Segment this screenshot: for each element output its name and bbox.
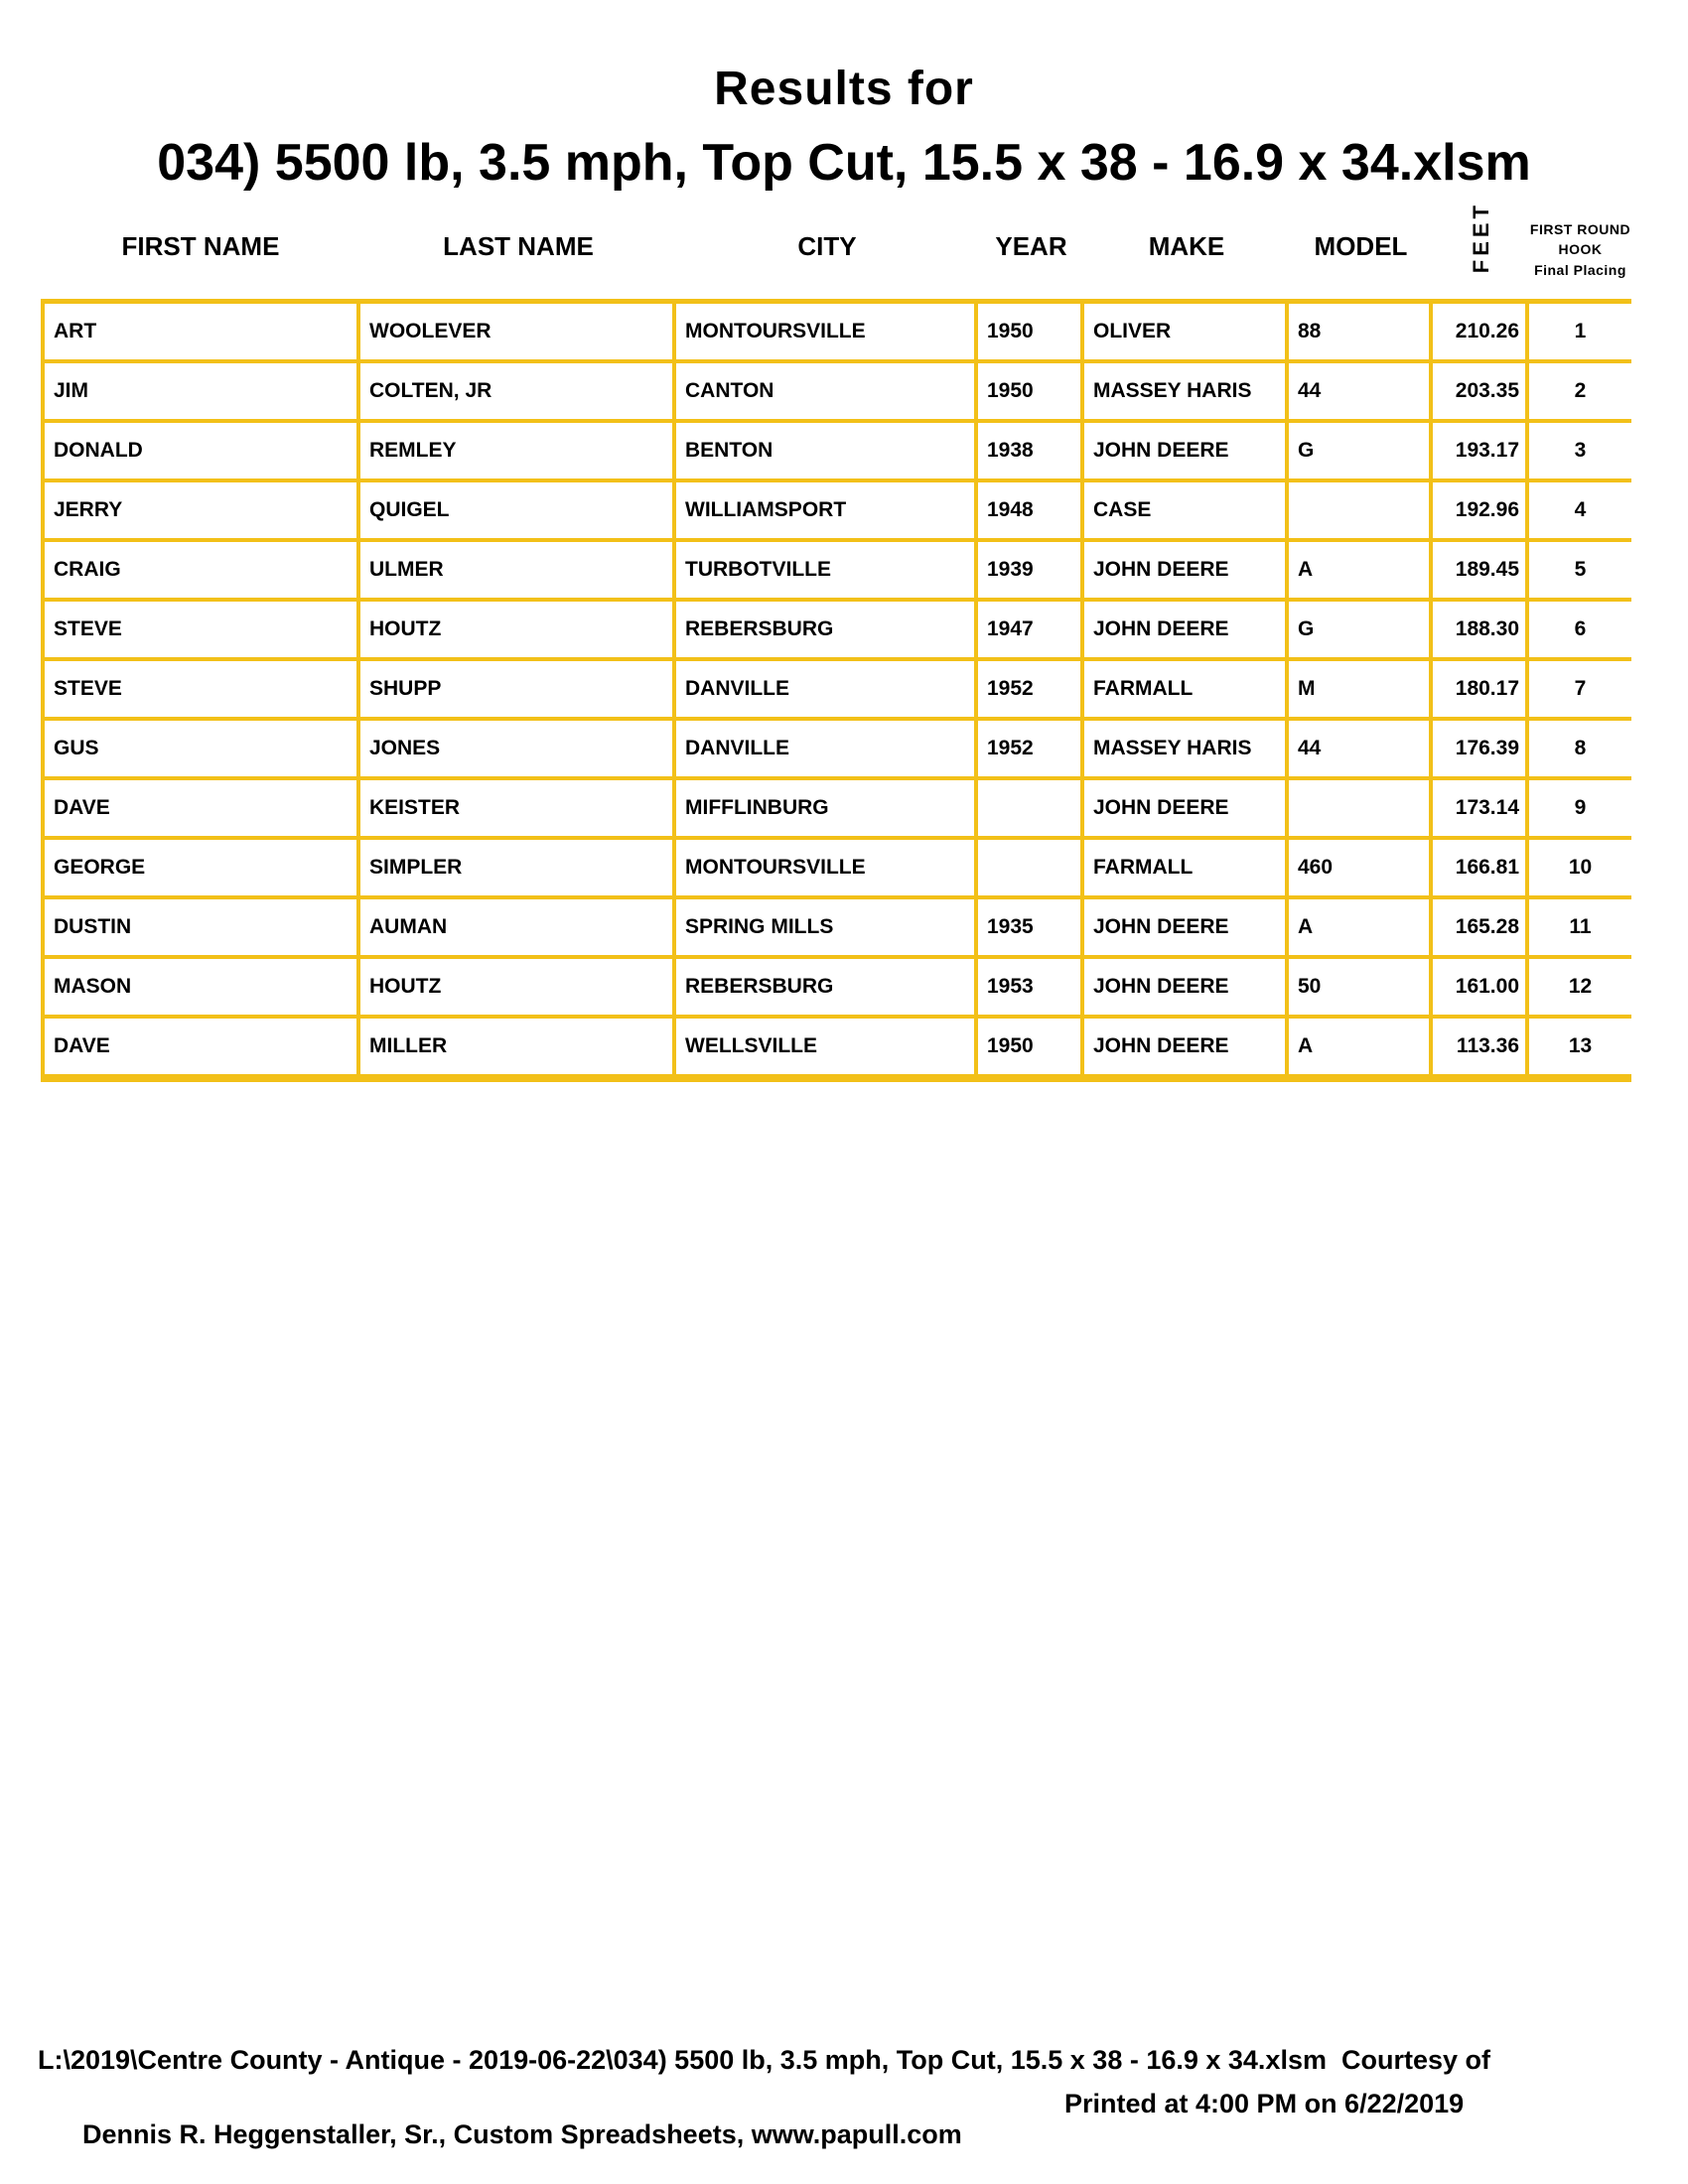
cell-year: 1950 [978, 363, 1084, 423]
header-model: MODEL [1314, 231, 1408, 261]
cell-model: G [1289, 423, 1433, 482]
cell-make: CASE [1084, 482, 1289, 542]
page-subtitle: 034) 5500 lb, 3.5 mph, Top Cut, 15.5 x 38 - 16.9 x 34.xlsm [157, 134, 1531, 192]
cell-year: 1950 [978, 1019, 1084, 1082]
footer-line2 [38, 2089, 1656, 2184]
cell-make: JOHN DEERE [1084, 899, 1289, 959]
cell-final-placing: 10 [1529, 840, 1631, 899]
cell-final-placing: 4 [1529, 482, 1631, 542]
cell-first-name: DAVE [41, 780, 360, 840]
header-city: CITY [797, 231, 857, 261]
cell-final-placing: 5 [1529, 542, 1631, 602]
footer-file-path: L:\2019\Centre County - Antique - 2019-06-22\034) 5500 lb, 3.5 mph, Top Cut, 15.5 x 38 - 16.9 x 34.xlsm Courtesy of [38, 2045, 1490, 2075]
table-row [41, 721, 1631, 780]
cell-make: JOHN DEERE [1084, 780, 1289, 840]
cell-final-placing: 7 [1529, 661, 1631, 721]
cell-final-placing: 6 [1529, 602, 1631, 661]
cell-year: 1947 [978, 602, 1084, 661]
cell-feet: 180.17 [1433, 661, 1529, 721]
cell-year: 1952 [978, 721, 1084, 780]
cell-first-name: STEVE [41, 661, 360, 721]
cell-last-name: REMLEY [360, 423, 676, 482]
cell-feet: 210.26 [1433, 299, 1529, 363]
cell-feet: 161.00 [1433, 959, 1529, 1019]
header-final-placing [1529, 219, 1631, 304]
cell-model: 88 [1289, 299, 1433, 363]
cell-make: JOHN DEERE [1084, 1019, 1289, 1082]
table-row [41, 840, 1631, 899]
cell-make: FARMALL [1084, 661, 1289, 721]
table-row [41, 899, 1631, 959]
cell-model: 44 [1289, 721, 1433, 780]
table-row [41, 299, 1631, 363]
cell-last-name: MILLER [360, 1019, 676, 1082]
cell-year: 1952 [978, 661, 1084, 721]
cell-final-placing: 9 [1529, 780, 1631, 840]
cell-last-name: JONES [360, 721, 676, 780]
table-row [41, 780, 1631, 840]
cell-first-name: JERRY [41, 482, 360, 542]
cell-last-name: WOOLEVER [360, 299, 676, 363]
table-row [41, 423, 1631, 482]
cell-city: MONTOURSVILLE [676, 840, 978, 899]
cell-feet: 165.28 [1433, 899, 1529, 959]
cell-model [1289, 482, 1433, 542]
cell-make: JOHN DEERE [1084, 542, 1289, 602]
cell-city: REBERSBURG [676, 602, 978, 661]
cell-city: MIFFLINBURG [676, 780, 978, 840]
cell-last-name: AUMAN [360, 899, 676, 959]
cell-first-name: GEORGE [41, 840, 360, 899]
cell-first-name: ART [41, 299, 360, 363]
cell-make: JOHN DEERE [1084, 423, 1289, 482]
cell-model: 50 [1289, 959, 1433, 1019]
cell-city: BENTON [676, 423, 978, 482]
cell-last-name: HOUTZ [360, 602, 676, 661]
cell-first-name: MASON [41, 959, 360, 1019]
table-row [41, 661, 1631, 721]
cell-make: MASSEY HARIS [1084, 721, 1289, 780]
cell-last-name: KEISTER [360, 780, 676, 840]
header-hook-line3: Final Placing [1534, 261, 1626, 278]
cell-first-name: DONALD [41, 423, 360, 482]
cell-model: 44 [1289, 363, 1433, 423]
cell-make: OLIVER [1084, 299, 1289, 363]
cell-final-placing: 12 [1529, 959, 1631, 1019]
table-row [41, 959, 1631, 1019]
results-table [41, 299, 1631, 1082]
cell-first-name: GUS [41, 721, 360, 780]
header-first-name: FIRST NAME [121, 231, 280, 261]
footer [38, 2045, 1656, 2184]
cell-feet: 192.96 [1433, 482, 1529, 542]
cell-model: M [1289, 661, 1433, 721]
table-row [41, 363, 1631, 423]
page-title: Results for [714, 63, 974, 115]
cell-first-name: CRAIG [41, 542, 360, 602]
cell-feet: 193.17 [1433, 423, 1529, 482]
cell-feet: 176.39 [1433, 721, 1529, 780]
table-row [41, 482, 1631, 542]
cell-last-name: QUIGEL [360, 482, 676, 542]
header-last-name: LAST NAME [443, 231, 594, 261]
table-row [41, 1019, 1631, 1082]
header-hook-line1: FIRST ROUND [1529, 221, 1631, 238]
cell-make: MASSEY HARIS [1084, 363, 1289, 423]
cell-feet: 188.30 [1433, 602, 1529, 661]
cell-final-placing: 13 [1529, 1019, 1631, 1082]
cell-last-name: SIMPLER [360, 840, 676, 899]
cell-make: FARMALL [1084, 840, 1289, 899]
cell-city: REBERSBURG [676, 959, 978, 1019]
cell-year [978, 840, 1084, 899]
cell-year: 1950 [978, 299, 1084, 363]
results-tbody [41, 299, 1631, 1082]
cell-city: WILLIAMSPORT [676, 482, 978, 542]
header-feet [1433, 202, 1529, 304]
cell-city: WELLSVILLE [676, 1019, 978, 1082]
cell-last-name: SHUPP [360, 661, 676, 721]
cell-year: 1953 [978, 959, 1084, 1019]
cell-year: 1939 [978, 542, 1084, 602]
cell-city: TURBOTVILLE [676, 542, 978, 602]
cell-city: MONTOURSVILLE [676, 299, 978, 363]
cell-last-name: ULMER [360, 542, 676, 602]
table-row [41, 542, 1631, 602]
cell-final-placing: 1 [1529, 299, 1631, 363]
table-header-row [41, 139, 1631, 304]
footer-printed-at: Printed at 4:00 PM on 6/22/2019 [1064, 2089, 1465, 2118]
cell-year: 1938 [978, 423, 1084, 482]
cell-model: G [1289, 602, 1433, 661]
header-hook-line2: HOOK [1558, 241, 1603, 258]
header-feet-label: FEET [1468, 201, 1493, 273]
cell-final-placing: 8 [1529, 721, 1631, 780]
cell-model [1289, 780, 1433, 840]
cell-model: A [1289, 542, 1433, 602]
cell-first-name: DUSTIN [41, 899, 360, 959]
cell-year: 1948 [978, 482, 1084, 542]
cell-year [978, 780, 1084, 840]
cell-first-name: DAVE [41, 1019, 360, 1082]
cell-model: A [1289, 1019, 1433, 1082]
cell-make: JOHN DEERE [1084, 959, 1289, 1019]
cell-first-name: STEVE [41, 602, 360, 661]
cell-first-name: JIM [41, 363, 360, 423]
cell-model: 460 [1289, 840, 1433, 899]
cell-last-name: HOUTZ [360, 959, 676, 1019]
cell-feet: 113.36 [1433, 1019, 1529, 1082]
cell-final-placing: 3 [1529, 423, 1631, 482]
cell-make: JOHN DEERE [1084, 602, 1289, 661]
table-row [41, 602, 1631, 661]
cell-feet: 203.35 [1433, 363, 1529, 423]
cell-feet: 173.14 [1433, 780, 1529, 840]
cell-city: SPRING MILLS [676, 899, 978, 959]
cell-final-placing: 2 [1529, 363, 1631, 423]
cell-city: CANTON [676, 363, 978, 423]
cell-final-placing: 11 [1529, 899, 1631, 959]
cell-feet: 166.81 [1433, 840, 1529, 899]
header-year: YEAR [995, 231, 1067, 261]
cell-year: 1935 [978, 899, 1084, 959]
cell-last-name: COLTEN, JR [360, 363, 676, 423]
cell-city: DANVILLE [676, 721, 978, 780]
header-make: MAKE [1148, 231, 1225, 261]
cell-model: A [1289, 899, 1433, 959]
cell-city: DANVILLE [676, 661, 978, 721]
footer-courtesy-text: Dennis R. Heggenstaller, Sr., Custom Spreadsheets, www.papull.com [82, 2119, 962, 2149]
cell-feet: 189.45 [1433, 542, 1529, 602]
